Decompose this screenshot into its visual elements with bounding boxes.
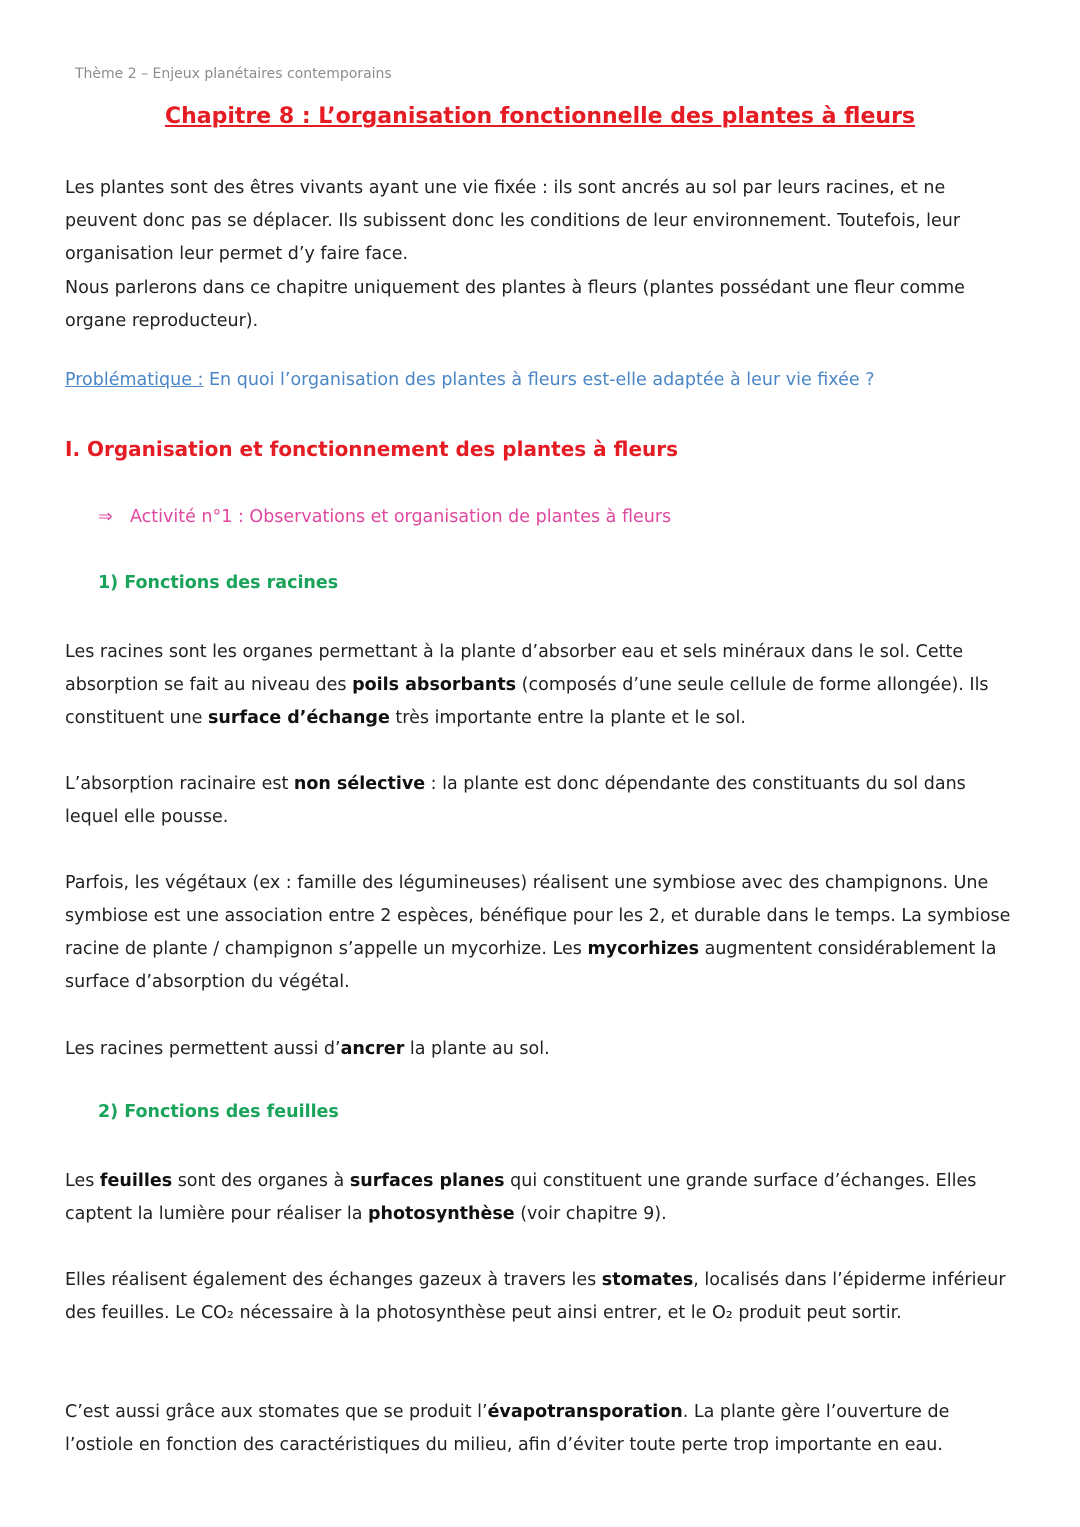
problematique — [65, 370, 875, 390]
page-header: Thème 2 – Enjeux planétaires contemporains — [75, 66, 392, 82]
feuilles-paragraph-1: Les feuilles sont des organes à surfaces planes qui constituent une grande surface d’échanges. Elles captent la lumière pour réaliser la photosynthèse (voir chapitre 9). — [65, 1171, 977, 1224]
racines-paragraph-2: L’absorption racinaire est non sélective : la plante est donc dépendante des constituants du sol dans lequel elle pousse. — [65, 774, 966, 827]
arrow-icon: ⇒ — [98, 507, 113, 527]
subsection-title-racines: 1) Fonctions des racines — [98, 573, 339, 593]
intro-paragraph-2: Nous parlerons dans ce chapitre uniquement des plantes à fleurs (plantes possédant une fleur comme organe reproducteur). — [65, 278, 965, 331]
feuilles-paragraph-3: C’est aussi grâce aux stomates que se produit l’évapotransporation. La plante gère l’ouverture de l’ostiole en fonction des caractéristiques du milieu, afin d’éviter toute perte trop importante en eau. — [65, 1402, 950, 1455]
intro-paragraph-1: Les plantes sont des êtres vivants ayant une vie fixée : ils sont ancrés au sol par leurs racines, et ne peuvent donc pas se déplacer. Ils subissent donc les conditions de leur environnement. Toutefois, leur organisation leur permet d’y faire face. — [65, 178, 961, 264]
subsection-title-feuilles: 2) Fonctions des feuilles — [98, 1102, 339, 1122]
problematique-label: Problématique : — [65, 370, 204, 390]
problematique-question: En quoi l’organisation des plantes à fleurs est-elle adaptée à leur vie fixée ? — [209, 370, 875, 390]
activity-line — [98, 507, 671, 527]
racines-paragraph-3: Parfois, les végétaux (ex : famille des légumineuses) réalisent une symbiose avec des champignons. Une symbiose est une association entre 2 espèces, bénéfique pour les 2, et durable dans le temps. La symbiose racine de plante / champignon s’appelle un mycorhize. Les mycorhizes augmentent considérablement la surface d’absorption du végétal. — [65, 873, 1011, 992]
activity-label: Activité n°1 : Observations et organisation de plantes à fleurs — [130, 507, 672, 527]
racines-paragraph-1: Les racines sont les organes permettant à la plante d’absorber eau et sels minéraux dans le sol. Cette absorption se fait au niveau des poils absorbants (composés d’une seule cellule de forme allongée). Ils constituent une surface d’échange très importante entre la plante et le sol. — [65, 642, 989, 728]
section-title: I. Organisation et fonctionnement des plantes à fleurs — [65, 437, 679, 461]
feuilles-paragraph-2: Elles réalisent également des échanges gazeux à travers les stomates, localisés dans l’épiderme inférieur des feuilles. Le CO₂ nécessaire à la photosynthèse peut ainsi entrer, et le O₂ produit peut sortir. — [65, 1270, 1006, 1323]
racines-paragraph-4: Les racines permettent aussi d’ancrer la plante au sol. — [65, 1039, 550, 1059]
chapter-title: Chapitre 8 : L’organisation fonctionnelle des plantes à fleurs — [164, 104, 916, 129]
